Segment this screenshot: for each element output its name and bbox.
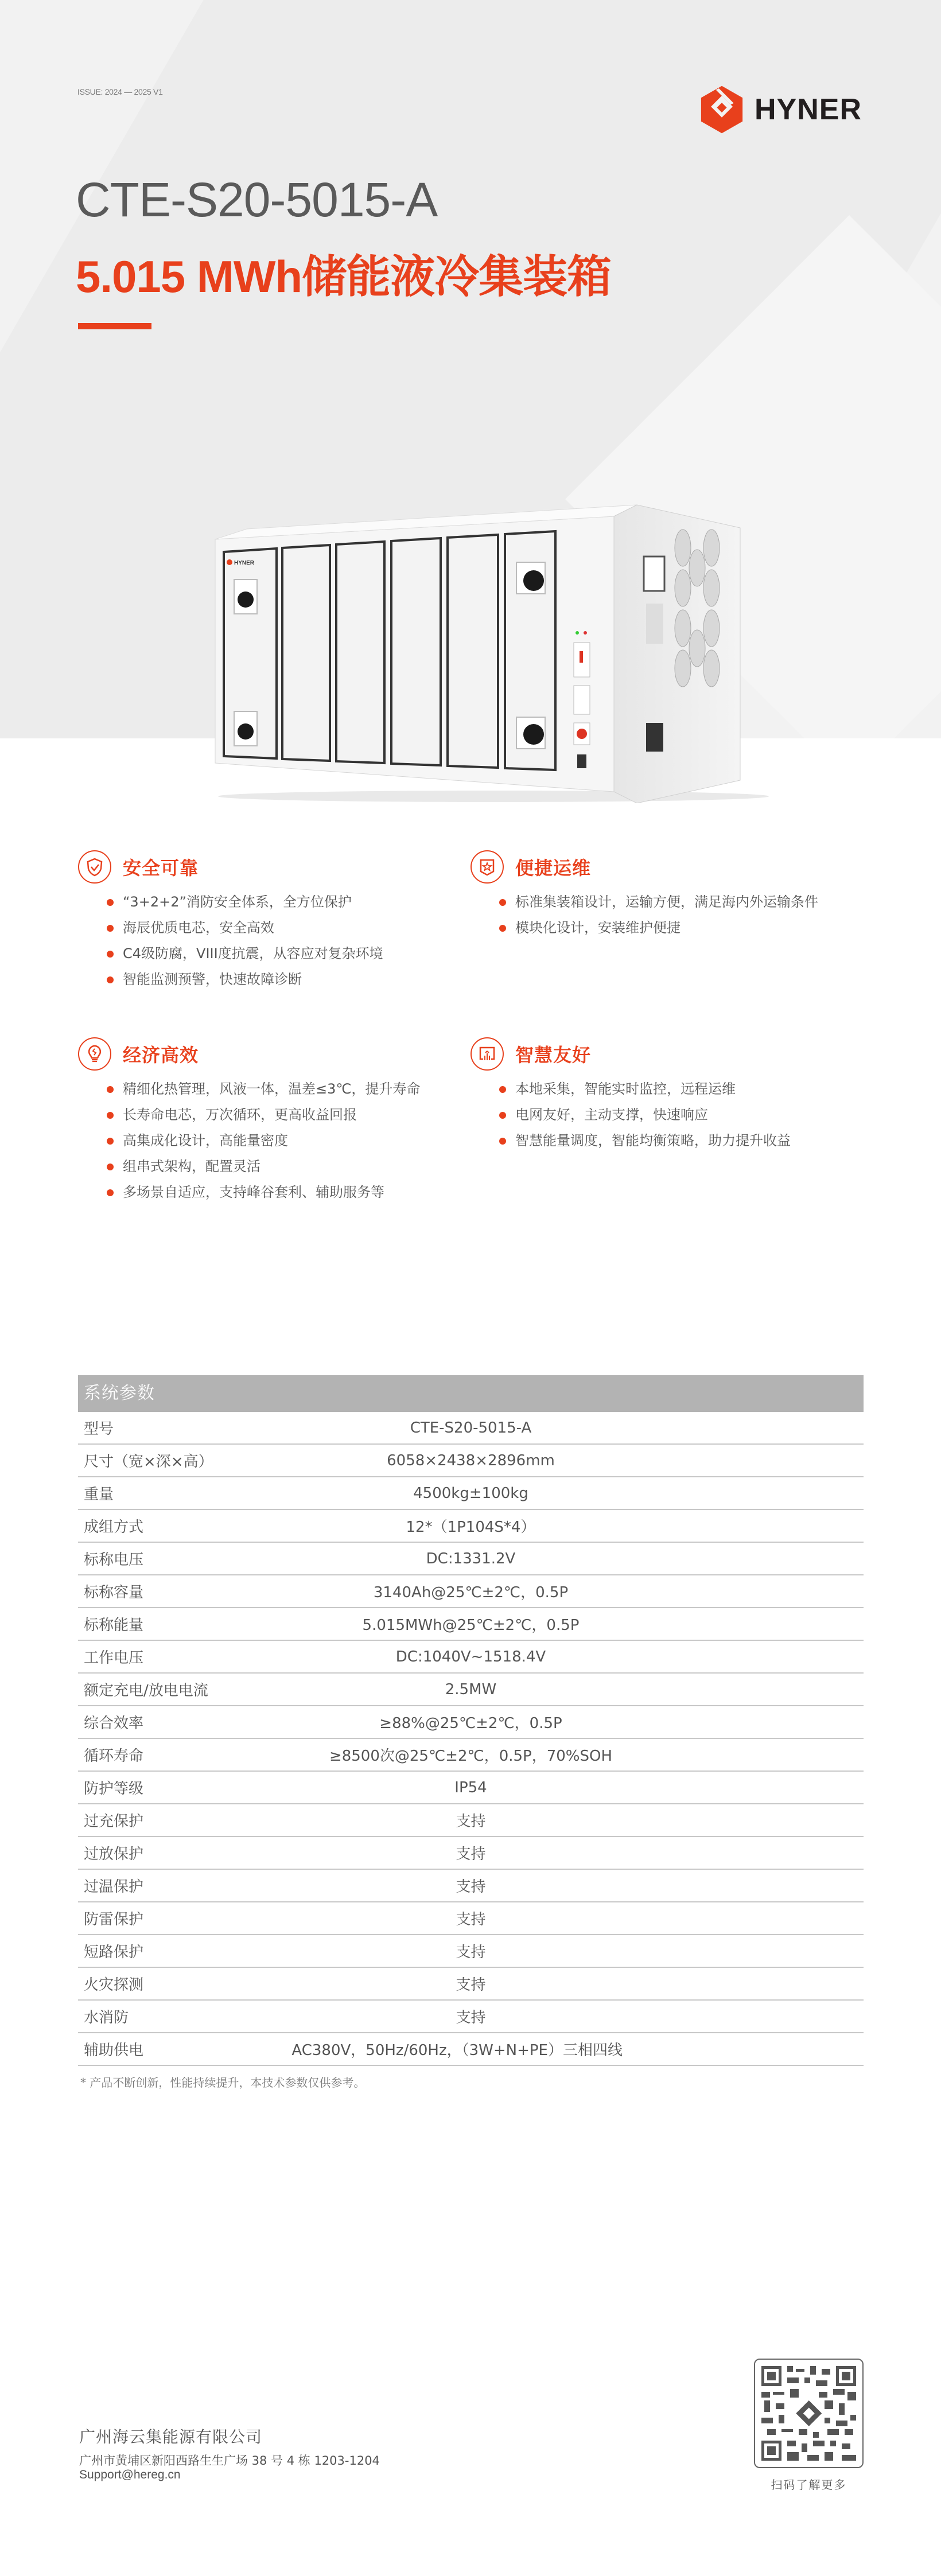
feature-bullet: 海辰优质电芯，安全高效: [106, 915, 383, 941]
row-value: ≥8500次@25℃±2℃，0.5P，70%SOH: [329, 1748, 613, 1765]
feature-bullet: 智能监测预警，快速故障诊断: [106, 967, 383, 993]
row-value: DC:1040V~1518.4V: [395, 1648, 546, 1666]
feature-bullet: 智慧能量调度，智能均衡策略，助力提升收益: [498, 1128, 791, 1154]
table-row: [78, 1739, 864, 1772]
row-value: 12*（1P104S*4）: [406, 1519, 536, 1536]
page-subtitle: 5.015 MWh储能液冷集装箱: [76, 251, 612, 302]
table-row: [78, 1902, 864, 1935]
table-footnote: * 产品不断创新，性能持续提升，本技术参数仅供参考。: [80, 2076, 365, 2089]
table-row: [78, 1837, 864, 1870]
brand-logo: [697, 86, 862, 133]
row-value: IP54: [454, 1779, 487, 1796]
table-row: [78, 1412, 864, 1445]
row-label: 循环寿命: [84, 1748, 144, 1765]
row-label: 辅助供电: [84, 2042, 144, 2059]
table-row: [78, 1706, 864, 1739]
table-row: [78, 1935, 864, 1968]
row-label: 过温保护: [84, 1878, 144, 1896]
company-name: 广州海云集能源有限公司: [79, 2427, 263, 2446]
row-label: 防雷保护: [84, 1911, 144, 1928]
feature-title: 便捷运维: [515, 857, 592, 879]
company-address: 广州市黄埔区新阳西路生生广场 38 号 4 栋 1203-1204: [79, 2454, 380, 2468]
feature-bullet: 组串式架构，配置灵活: [106, 1154, 420, 1180]
row-value: 支持: [456, 1878, 486, 1896]
feature-bullet: 多场景自适应，支持峰谷套利、辅助服务等: [106, 1180, 420, 1205]
table-row: [78, 1608, 864, 1641]
product-image: [212, 493, 769, 803]
table-title: 系统参数: [78, 1375, 864, 1412]
feature-bullet: 标准集装箱设计，运输方便，满足海内外运输条件: [498, 889, 818, 915]
table-row: [78, 1674, 864, 1706]
row-value: 5.015MWh@25℃±2℃，0.5P: [362, 1617, 580, 1634]
row-value: ≥88%@25℃±2℃，0.5P: [379, 1715, 562, 1732]
row-label: 标称容量: [84, 1584, 144, 1601]
row-label: 防护等级: [84, 1780, 144, 1797]
row-label: 成组方式: [84, 1519, 144, 1536]
table-row: [78, 1575, 864, 1608]
feature-bullet: 精细化热管理，风液一体，温差≤3℃，提升寿命: [106, 1076, 420, 1102]
row-label: 水消防: [84, 2009, 129, 2026]
row-label: 标称电压: [84, 1551, 144, 1569]
row-label: 过充保护: [84, 1813, 144, 1830]
feature-bullet: 模块化设计，安装维护便捷: [498, 915, 818, 941]
row-value: 4500kg±100kg: [413, 1484, 528, 1502]
table-row: [78, 2001, 864, 2033]
feature-bullet: 高集成化设计，高能量密度: [106, 1128, 420, 1154]
spec-table: [78, 1375, 864, 2066]
table-row: [78, 2033, 864, 2066]
page-title: CTE-S20-5015-A: [76, 173, 438, 227]
row-value: 支持: [456, 1813, 486, 1830]
row-value: 2.5MW: [445, 1680, 497, 1698]
row-label: 额定充电/放电电流: [84, 1682, 208, 1699]
feature-bullet: “3+2+2”消防安全体系，全方位保护: [106, 889, 383, 915]
shield-check-icon: [78, 850, 111, 884]
table-row: [78, 1804, 864, 1837]
table-row: [78, 1510, 864, 1543]
qr-caption: 扫码了解更多: [771, 2478, 847, 2492]
row-label: 型号: [84, 1421, 114, 1438]
support-email-link[interactable]: Support@hereg.cn: [79, 2468, 181, 2481]
row-value: 支持: [456, 1976, 486, 1994]
row-label: 短路保护: [84, 1944, 144, 1961]
feature-title: 智慧友好: [515, 1044, 592, 1066]
accent-divider: [78, 323, 151, 329]
table-row: [78, 1968, 864, 2001]
feature-bullet: 电网友好，主动支撑，快速响应: [498, 1102, 791, 1128]
table-row: [78, 1641, 864, 1674]
row-value: 支持: [456, 1944, 486, 1961]
row-label: 综合效率: [84, 1715, 144, 1732]
table-row: [78, 1445, 864, 1477]
feature-bullet: 长寿命电芯，万次循环，更高收益回报: [106, 1102, 420, 1128]
row-value: 3140Ah@25℃±2℃，0.5P: [373, 1584, 569, 1601]
row-value: 支持: [456, 1911, 486, 1928]
row-label: 工作电压: [84, 1649, 144, 1667]
feature-bullet: C4级防腐，VIII度抗震，从容应对复杂环境: [106, 941, 383, 967]
row-value: 6058×2438×2896mm: [387, 1452, 555, 1469]
row-label: 标称能量: [84, 1617, 144, 1634]
monitor-chart-icon: [470, 1037, 504, 1071]
feature-bullet: 本地采集，智能实时监控，远程运维: [498, 1076, 791, 1102]
row-value: AC380V，50Hz/60Hz，（3W+N+PE）三相四线: [291, 2042, 623, 2059]
svg-text:HYNER: HYNER: [234, 560, 255, 566]
row-value: 支持: [456, 2009, 486, 2026]
row-label: 火灾探测: [84, 1976, 144, 1994]
table-row: [78, 1477, 864, 1510]
row-label: 尺寸（宽×深×高）: [84, 1453, 213, 1470]
row-label: 重量: [84, 1486, 114, 1503]
row-value: DC:1331.2V: [426, 1550, 516, 1567]
hyner-logo-icon: [697, 85, 746, 134]
brand-name: HYNER: [755, 93, 862, 126]
row-label: 过放保护: [84, 1846, 144, 1863]
table-row: [78, 1870, 864, 1902]
row-value: CTE-S20-5015-A: [410, 1419, 532, 1437]
qr-code-icon: [761, 2366, 856, 2461]
qr-code[interactable]: [754, 2359, 864, 2468]
table-row: [78, 1772, 864, 1804]
issue-label: ISSUE: 2024 — 2025 V1: [77, 87, 163, 96]
badge-star-icon: [470, 850, 504, 884]
table-row: [78, 1543, 864, 1575]
row-value: 支持: [456, 1846, 486, 1863]
lightbulb-icon: [78, 1037, 111, 1071]
feature-title: 安全可靠: [123, 857, 199, 879]
feature-title: 经济高效: [123, 1044, 199, 1066]
